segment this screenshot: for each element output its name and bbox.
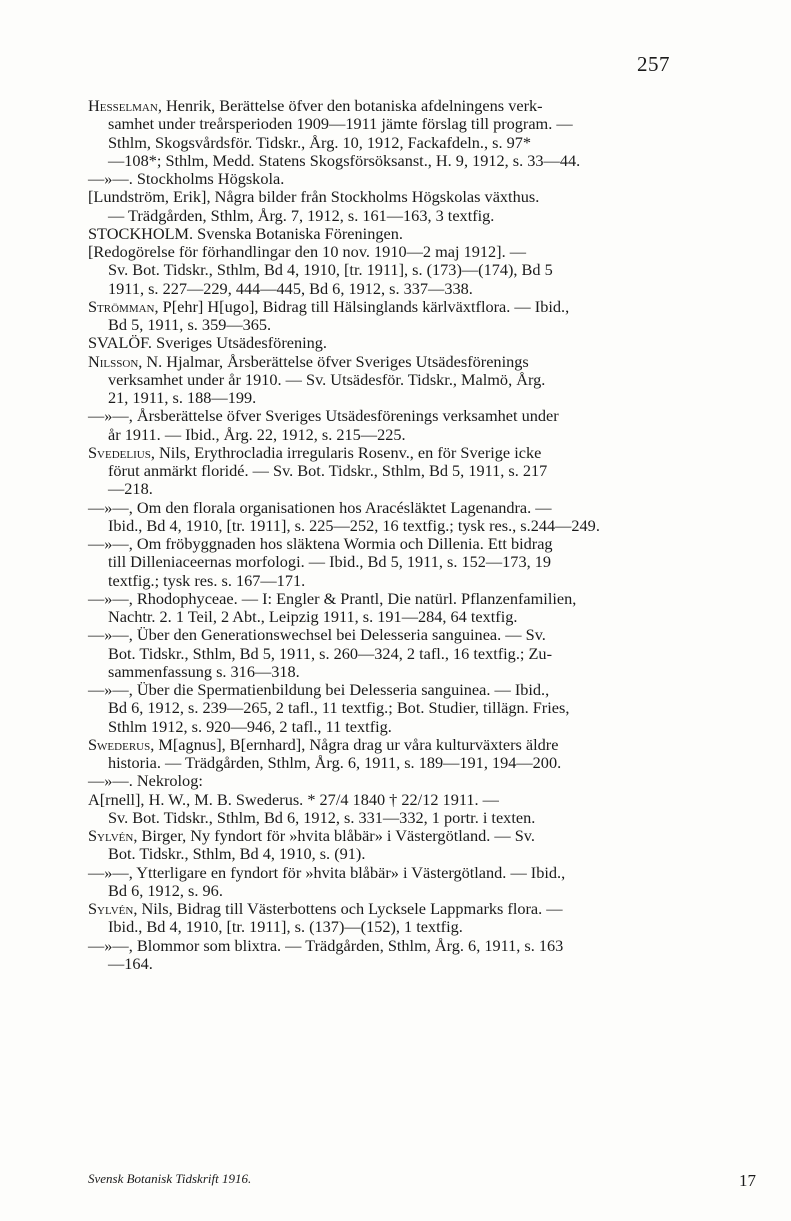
entry-text: —»—, Om den florala organisationen hos Aracésläktet Lagenandra. — Ibid., Bd 4, 1910, [tr. 1911], s. 225—252, 16 textfig.; tysk res., s.244—249. <box>88 497 600 535</box>
footer-journal: Svensk Botanisk Tidskrift 1916. <box>88 1171 252 1186</box>
section-heading <box>88 225 756 243</box>
entry-text: N. Hjalmar, Årsberättelse öfver Sveriges Utsädesförenings verksamhet under år 1910. — Sv. Utsädesför. Tidskr., Malmö, Årg. 21, 1911, s. 188—199. <box>108 351 546 407</box>
entry-text: Nils, Erythrocladia irregularis Rosenv., en för Sverige icke förut anmärkt floridé. — Sv. Bot. Tidskr., Sthlm, Bd 5, 1911, s. 217 —218. <box>108 442 548 499</box>
entry-text: —»—, Über den Generationswechsel bei Delesseria sanguinea. — Sv. Bot. Tidskr., Sthlm, Bd 5, 1911, s. 260—324, 2 tafl., 16 textfig.; Zu- sammenfassung s. 316—318. <box>88 625 552 681</box>
entry-text: —»—, Rhodophyceae. — I: Engler & Prantl, Die natürl. Pflanzenfamilien, Nachtr. 2. 1 Teil, 2 Abt., Leipzig 1911, s. 191—284, 64 textfig. <box>88 588 577 626</box>
section-heading <box>88 170 756 188</box>
bibliography-entry <box>88 864 756 901</box>
entry-author: Svedelius, <box>88 442 155 462</box>
bibliography-entry <box>88 353 756 408</box>
bibliography-entry <box>88 736 756 773</box>
entry-text: —»—, Årsberättelse öfver Sveriges Utsädesförenings verksamhet under år 1911. — Ibid., Årg. 22, 1912, s. 215—225. <box>88 406 559 444</box>
bibliography-entry <box>88 188 756 225</box>
entry-author: Hesselman, <box>88 96 162 115</box>
entry-text: P[ehr] H[ugo], Bidrag till Hälsinglands kärlväxtflora. — Ibid., Bd 5, 1911, s. 359—365. <box>108 296 570 334</box>
bibliography-entry <box>88 444 756 499</box>
entry-author: Nilsson, <box>88 351 143 371</box>
entry-author: Sylvén, <box>88 826 138 845</box>
bibliography-entry <box>88 97 756 170</box>
bibliography-entry <box>88 243 756 298</box>
entry-text: —»—, Blommor som blixtra. — Trädgården, Sthlm, Årg. 6, 1911, s. 163 —164. <box>88 935 564 973</box>
bibliography-entry <box>88 900 756 937</box>
bibliography-entry <box>88 535 756 590</box>
entry-text: —»—, Ytterligare en fyndort för »hvita blåbär» i Västergötland. — Ibid., Bd 6, 1912, s. 96. <box>88 862 566 900</box>
section-heading <box>88 772 756 790</box>
entry-text: STOCKHOLM. Svenska Botaniska Föreningen. <box>88 223 403 243</box>
bibliography-entry <box>88 590 756 627</box>
bibliography-entry <box>88 681 756 736</box>
bibliography-entry <box>88 827 756 864</box>
entry-text: —»—, Om fröbyggnaden hos släktena Wormia och Dillenia. Ett bidrag till Dilleniaceernas morfologi. — Ibid., Bd 5, 1911, s. 152—173, 19 textfig.; tysk res. s. 167—171. <box>88 534 553 590</box>
entry-text: A[rnell], H. W., M. B. Swederus. * 27/4 1840 † 22/12 1911. — Sv. Bot. Tidskr., Sthlm, Bd 6, 1912, s. 331—332, 1 portr. i texten. <box>88 789 536 827</box>
page-number: 257 <box>637 52 670 76</box>
bibliography-entry <box>88 298 756 335</box>
bibliography-entry <box>88 499 756 536</box>
entry-author: Strömman, <box>88 296 159 316</box>
entry-text: SVALÖF. Sveriges Utsädesförening. <box>88 333 327 353</box>
section-heading <box>88 334 756 352</box>
entry-author: Sylvén, <box>88 899 138 918</box>
bibliography-entry <box>88 937 756 974</box>
bibliography-list <box>88 97 756 973</box>
page-footer <box>88 1171 756 1188</box>
entry-text: Birger, Ny fyndort för »hvita blåbär» i Västergötland. — Sv. Bot. Tidskr., Sthlm, Bd 4, 1910, s. (91). <box>108 826 535 864</box>
entry-author: Swederus, <box>88 734 155 754</box>
entry-text: [Lundström, Erik], Några bilder från Stockholms Högskolas växthus. — Trädgården, Sthlm, Årg. 7, 1912, s. 161—163, 3 textfig. <box>88 187 540 225</box>
entry-text: M[agnus], B[ernhard], Några drag ur våra kulturväxters äldre historia. — Trädgården, Sthlm, Årg. 6, 1911, s. 189—191, 194—200. <box>108 734 562 772</box>
entry-text: Nils, Bidrag till Västerbottens och Lycksele Lappmarks flora. — Ibid., Bd 4, 1910, [tr. 1911], s. (137)—(152), 1 textfig. <box>108 899 563 937</box>
entry-text: —»—. Stockholms Högskola. <box>88 169 285 188</box>
bibliography-entry <box>88 407 756 444</box>
bibliography-entry <box>88 791 756 828</box>
bibliography-entry <box>88 626 756 681</box>
entry-text: [Redogörelse för förhandlingar den 10 nov. 1910—2 maj 1912]. — Sv. Bot. Tidskr., Sthlm, Bd 4, 1910, [tr. 1911], s. (173)—(174), Bd 5 1911, s. 227—229, 444—445, Bd 6, 1912, s. 337—338. <box>88 242 553 298</box>
entry-text: —»—, Über die Spermatienbildung bei Delesseria sanguinea. — Ibid., Bd 6, 1912, s. 239—265, 2 tafl., 11 textfig.; Bot. Studier, tillägn. Fries, Sthlm 1912, s. 920—946, 2 tafl., 11 textfig. <box>88 680 570 736</box>
entry-text: —»—. Nekrolog: <box>88 771 203 791</box>
entry-text: Henrik, Berättelse öfver den botaniska afdelningens verk- samhet under treårsperioden 1909—1911 jämte förslag till program. — Sthlm, Skogsvårdsför. Tidskr., Årg. 10, 1912, Fackafdeln., s. 97* —108*; Sthlm, Medd. Statens Skogsförsöksanst., H. 9, 1912, s. 33—44. <box>108 96 581 170</box>
footer-sheet-number: 17 <box>739 1171 756 1190</box>
